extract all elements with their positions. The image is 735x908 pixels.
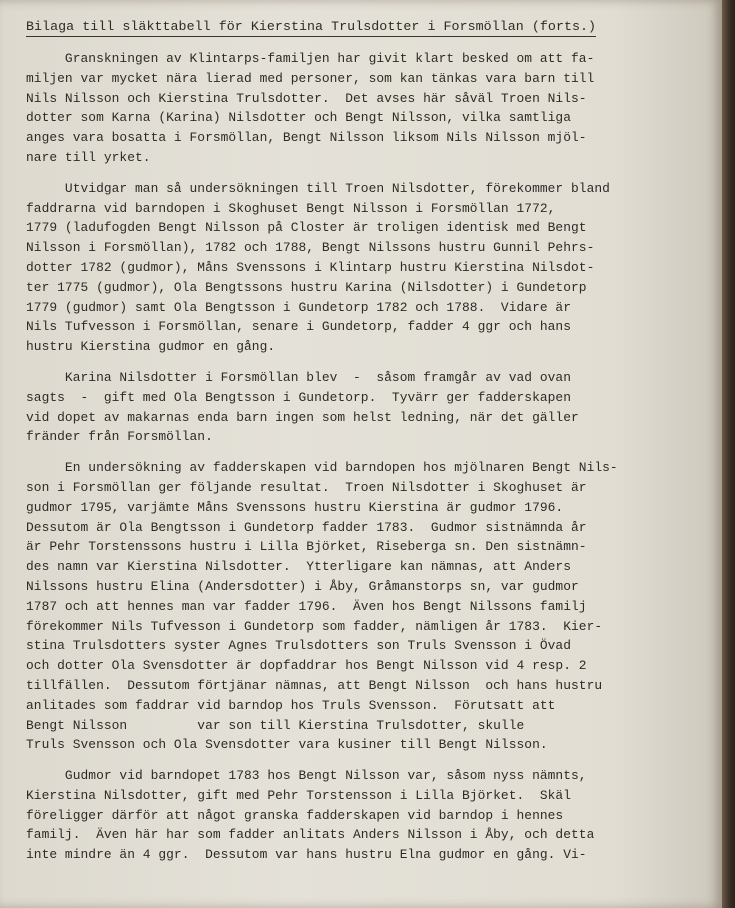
text-line: Nils Tufvesson i Forsmöllan, senare i Gundetorp, fadder 4 ggr och hans — [26, 319, 571, 335]
text-line: förekommer Nils Tufvesson i Gundetorp som fadder, nämligen år 1783. Kier- — [26, 618, 603, 634]
text-line: 1787 och att hennes man var fadder 1796. Även hos Bengt Nilssons familj — [26, 598, 587, 614]
text-line: dotter 1782 (gudmor), Måns Svenssons i Klintarp hustru Kierstina Nilsdot- — [26, 259, 595, 275]
paragraph-2 — [26, 179, 720, 357]
text-line: familj. Även här har som fadder anlitats Anders Nilsson i Åby, och detta — [26, 827, 595, 843]
paragraph-3 — [26, 368, 720, 447]
text-line: des namn var Kierstina Nilsdotter. Ytterligare kan nämnas, att Anders — [26, 559, 571, 575]
text-line: sagts - gift med Ola Bengtsson i Gundetorp. Tyvärr ger fadderskapen — [26, 389, 571, 405]
text-line: faddrarna vid barndopen i Skoghuset Bengt Nilsson i Forsmöllan 1772, — [26, 200, 556, 216]
text-line: 1779 (gudmor) samt Ola Bengtsson i Gundetorp 1782 och 1788. Vidare är — [26, 299, 571, 315]
text-line: hustru Kierstina gudmor en gång. — [26, 339, 276, 355]
text-line: anlitades som faddrar vid barndop hos Truls Svensson. Förutsatt att — [26, 697, 556, 713]
text-line: Bengt Nilsson var son till Kierstina Trulsdotter, skulle — [26, 717, 525, 733]
text-line: Nilssons hustru Elina (Andersdotter) i Åby, Gråmanstorps sn, var gudmor — [26, 578, 579, 594]
page-edge-shadow — [722, 0, 735, 908]
text-line: och dotter Ola Svensdotter är dopfaddrar hos Bengt Nilsson vid 4 resp. 2 — [26, 658, 587, 674]
paragraph-1 — [26, 49, 720, 168]
text-line: vid dopet av makarnas enda barn ingen som helst ledning, när det gäller — [26, 409, 579, 425]
text-line: föreligger därför att något granska fadderskapen vid barndop i hennes — [26, 807, 564, 823]
document-heading: Bilaga till släkttabell för Kierstina Trulsdotter i Forsmöllan (forts.) — [26, 14, 720, 40]
text-line: Truls Svensson och Ola Svensdotter vara kusiner till Bengt Nilsson. — [26, 737, 548, 753]
text-line: fränder från Forsmöllan. — [26, 429, 213, 445]
text-line: anges vara bosatta i Forsmöllan, Bengt Nilsson liksom Nils Nilsson mjöl- — [26, 130, 587, 146]
text-line: nare till yrket. — [26, 149, 151, 165]
text-line: Nils Nilsson och Kierstina Trulsdotter. Det avses här såväl Troen Nils- — [26, 90, 587, 106]
text-line: Nilsson i Forsmöllan), 1782 och 1788, Bengt Nilssons hustru Gunnil Pehrs- — [26, 240, 595, 256]
text-line: dotter som Karna (Karina) Nilsdotter och Bengt Nilsson, vilka samtliga — [26, 110, 571, 126]
text-line: Utvidgar man så undersökningen till Troen Nilsdotter, förekommer bland — [26, 180, 610, 196]
text-line: En undersökning av fadderskapen vid barndopen hos mjölnaren Bengt Nils- — [26, 460, 618, 476]
text-line: Karina Nilsdotter i Forsmöllan blev - såsom framgår av vad ovan — [26, 369, 571, 385]
text-line: Granskningen av Klintarps-familjen har givit klart besked om att fa- — [26, 51, 595, 66]
paragraph-5 — [26, 766, 720, 865]
text-line: är Pehr Torstenssons hustru i Lilla Björket, Riseberga sn. Den sistnämn- — [26, 539, 587, 555]
text-line: Gudmor vid barndopet 1783 hos Bengt Nilsson var, såsom nyss nämnts, — [26, 768, 587, 784]
document-text — [26, 14, 720, 865]
text-line: tillfällen. Dessutom förtjänar nämnas, att Bengt Nilsson och hans hustru — [26, 677, 603, 693]
paragraph-4 — [26, 458, 720, 755]
text-line: stina Trulsdotters syster Agnes Trulsdotters son Truls Svensson i Övad — [26, 638, 571, 654]
text-line: 1779 (ladufogden Bengt Nilsson på Closter är troligen identisk med Bengt — [26, 220, 587, 236]
text-line: inte mindre än 4 ggr. Dessutom var hans hustru Elna gudmor en gång. Vi- — [26, 847, 587, 863]
text-line: miljen var mycket nära lierad med personer, som kan tänkas vara barn till — [26, 70, 595, 86]
text-line: gudmor 1795, varjämte Måns Svenssons hustru Kierstina är gudmor 1796. — [26, 499, 564, 515]
text-line: ter 1775 (gudmor), Ola Bengtssons hustru Karina (Nilsdotter) i Gundetorp — [26, 279, 587, 295]
text-line: son i Forsmöllan ger följande resultat. Troen Nilsdotter i Skoghuset är — [26, 479, 587, 495]
text-line: Dessutom är Ola Bengtsson i Gundetorp fadder 1783. Gudmor sistnämnda år — [26, 519, 587, 535]
text-line: Kierstina Nilsdotter, gift med Pehr Torstensson i Lilla Björket. Skäl — [26, 787, 571, 803]
